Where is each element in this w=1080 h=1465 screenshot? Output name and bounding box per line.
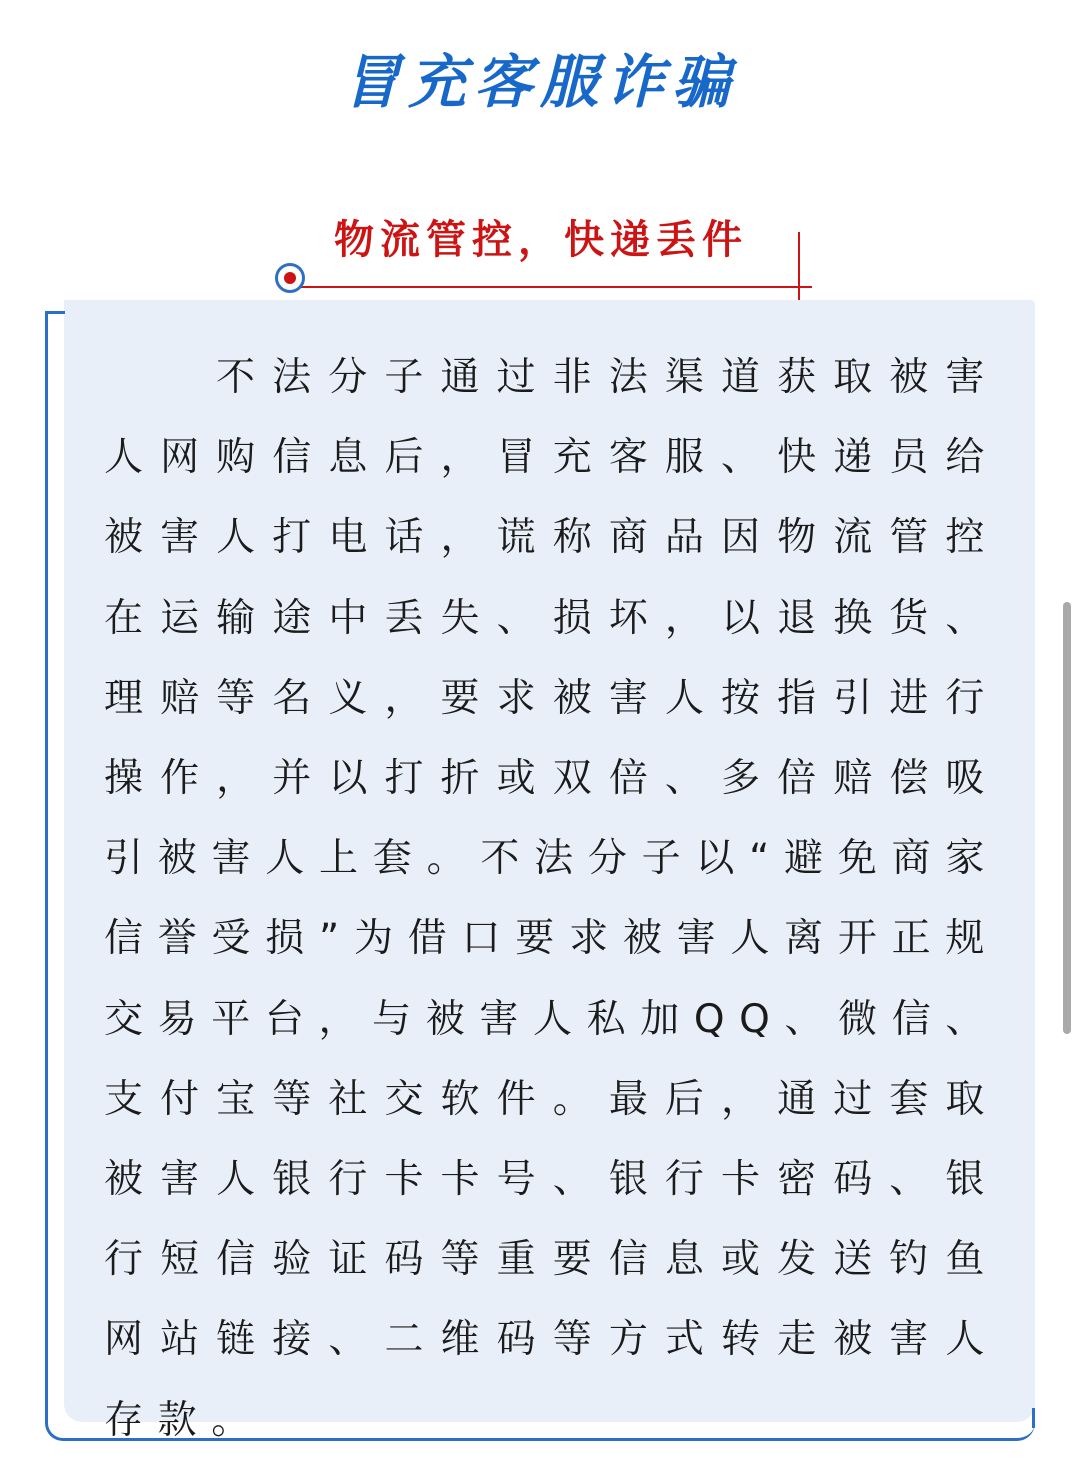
frame-corner-tick (45, 311, 65, 314)
section-title-underline (300, 286, 812, 288)
bullet-dot (284, 272, 296, 284)
section-title-marker-line (798, 232, 800, 308)
page-title: 冒充客服诈骗 (341, 48, 738, 116)
bullet-circle-icon (275, 263, 305, 293)
section-title: 物流管控，快递丢件 (334, 217, 748, 263)
scrollbar-thumb[interactable] (1063, 602, 1071, 1034)
frame-corner-tick (1032, 1408, 1035, 1428)
body-paragraph: 不法分子通过非法渠道获取被害人网购信息后，冒充客服、快递员给被害人打电话，谎称商品因物流管控在运输途中丢失、损坏，以退换货、理赔等名义，要求被害人按指引进行操作，并以打折或双倍、多倍赔偿吸引被害人上套。不法分子以“避免商家信誉受损”为借口要求被害人离开正规交易平台，与被害人私加QQ、微信、支付宝等社交软件。最后，通过套取被害人银行卡卡号、银行卡密码、银行短信验证码等重要信息或发送钓鱼网站链接、二维码等方式转走被害人存款。 (104, 355, 999, 1443)
